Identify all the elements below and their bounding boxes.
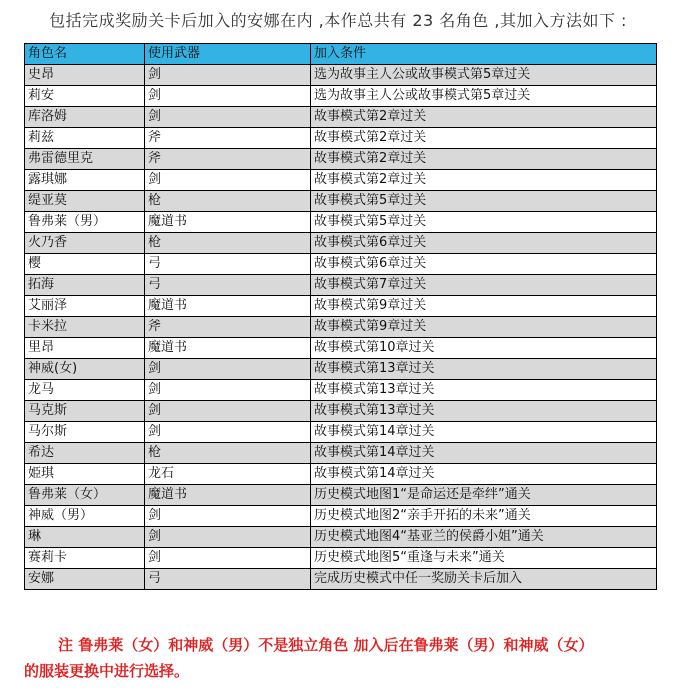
- cell-character-name: 艾丽泽: [25, 296, 145, 317]
- table-row: [25, 107, 657, 128]
- cell-character-name: 莉兹: [25, 128, 145, 149]
- cell-weapon: 剑: [145, 86, 311, 107]
- cell-join-condition: 故事模式第6章过关: [311, 233, 657, 254]
- cell-join-condition: 故事模式第2章过关: [311, 128, 657, 149]
- cell-join-condition: 历史模式地图4“基亚兰的侯爵小姐”通关: [311, 527, 657, 548]
- table-row: [25, 506, 657, 527]
- table-row: [25, 443, 657, 464]
- table-row: [25, 128, 657, 149]
- cell-character-name: 鲁弗莱（男）: [25, 212, 145, 233]
- cell-weapon: 剑: [145, 170, 311, 191]
- cell-character-name: 史昂: [25, 65, 145, 86]
- table-row: [25, 170, 657, 191]
- cell-join-condition: 历史模式地图2“亲手开拓的未来”通关: [311, 506, 657, 527]
- table-row: [25, 149, 657, 170]
- table-row: [25, 233, 657, 254]
- cell-character-name: 马克斯: [25, 401, 145, 422]
- cell-character-name: 樱: [25, 254, 145, 275]
- table-row: [25, 548, 657, 569]
- cell-weapon: 魔道书: [145, 212, 311, 233]
- cell-join-condition: 完成历史模式中任一奖励关卡后加入: [311, 569, 657, 590]
- header-weapon: 使用武器: [145, 44, 311, 65]
- footnote-line-1: 注 鲁弗莱（女）和神威（男）不是独立角色 加入后在鲁弗莱（男）和神威（女）: [58, 636, 594, 654]
- cell-weapon: 龙石: [145, 464, 311, 485]
- table-body: [25, 65, 657, 590]
- cell-weapon: 枪: [145, 233, 311, 254]
- cell-weapon: 枪: [145, 191, 311, 212]
- cell-weapon: 剑: [145, 401, 311, 422]
- cell-join-condition: 选为故事主人公或故事模式第5章过关: [311, 86, 657, 107]
- cell-weapon: 剑: [145, 359, 311, 380]
- cell-character-name: 弗雷德里克: [25, 149, 145, 170]
- cell-weapon: 剑: [145, 527, 311, 548]
- cell-character-name: 卡米拉: [25, 317, 145, 338]
- cell-weapon: 弓: [145, 254, 311, 275]
- cell-join-condition: 故事模式第9章过关: [311, 317, 657, 338]
- cell-join-condition: 故事模式第2章过关: [311, 170, 657, 191]
- cell-weapon: 弓: [145, 569, 311, 590]
- cell-character-name: 希达: [25, 443, 145, 464]
- header-row: [25, 44, 657, 65]
- cell-weapon: 魔道书: [145, 296, 311, 317]
- table-row: [25, 212, 657, 233]
- cell-join-condition: 故事模式第5章过关: [311, 191, 657, 212]
- cell-character-name: 马尔斯: [25, 422, 145, 443]
- table-row: [25, 422, 657, 443]
- table-row: [25, 359, 657, 380]
- table-row: [25, 485, 657, 506]
- cell-weapon: 魔道书: [145, 338, 311, 359]
- cell-join-condition: 故事模式第13章过关: [311, 401, 657, 422]
- character-table: [24, 43, 657, 590]
- cell-character-name: 神威(女): [25, 359, 145, 380]
- header-character-name: 角色名: [25, 44, 145, 65]
- cell-character-name: 安娜: [25, 569, 145, 590]
- cell-character-name: 神威（男）: [25, 506, 145, 527]
- cell-join-condition: 故事模式第14章过关: [311, 443, 657, 464]
- cell-weapon: 剑: [145, 107, 311, 128]
- cell-character-name: 里昂: [25, 338, 145, 359]
- table-row: [25, 317, 657, 338]
- cell-character-name: 赛莉卡: [25, 548, 145, 569]
- table-row: [25, 65, 657, 86]
- cell-weapon: 剑: [145, 65, 311, 86]
- cell-join-condition: 故事模式第7章过关: [311, 275, 657, 296]
- cell-weapon: 剑: [145, 422, 311, 443]
- cell-join-condition: 故事模式第5章过关: [311, 212, 657, 233]
- cell-join-condition: 故事模式第13章过关: [311, 380, 657, 401]
- cell-character-name: 龙马: [25, 380, 145, 401]
- cell-weapon: 斧: [145, 128, 311, 149]
- cell-weapon: 剑: [145, 380, 311, 401]
- table-row: [25, 569, 657, 590]
- header-join-condition: 加入条件: [311, 44, 657, 65]
- cell-join-condition: 选为故事主人公或故事模式第5章过关: [311, 65, 657, 86]
- table-header: [25, 44, 657, 65]
- footnote-line-2: 的服装更换中进行选择。: [24, 662, 190, 680]
- cell-character-name: 姫琪: [25, 464, 145, 485]
- cell-character-name: 露琪娜: [25, 170, 145, 191]
- table-row: [25, 464, 657, 485]
- intro-text: 包括完成奖励关卡后加入的安娜在内 ,本作总共有 23 名角色 ,其加入方法如下 :: [49, 11, 627, 30]
- cell-join-condition: 历史模式地图5“重逢与未来”通关: [311, 548, 657, 569]
- table-row: [25, 86, 657, 107]
- cell-weapon: 斧: [145, 317, 311, 338]
- cell-weapon: 剑: [145, 548, 311, 569]
- cell-weapon: 剑: [145, 506, 311, 527]
- cell-join-condition: 故事模式第10章过关: [311, 338, 657, 359]
- table-row: [25, 338, 657, 359]
- cell-weapon: 弓: [145, 275, 311, 296]
- table-row: [25, 296, 657, 317]
- table-row: [25, 401, 657, 422]
- cell-character-name: 库洛姆: [25, 107, 145, 128]
- cell-weapon: 斧: [145, 149, 311, 170]
- table-row: [25, 527, 657, 548]
- footnote: [24, 632, 664, 684]
- table-row: [25, 191, 657, 212]
- cell-character-name: 缇亚莫: [25, 191, 145, 212]
- table-row: [25, 275, 657, 296]
- cell-character-name: 火乃香: [25, 233, 145, 254]
- cell-character-name: 鲁弗莱（女）: [25, 485, 145, 506]
- cell-join-condition: 故事模式第13章过关: [311, 359, 657, 380]
- cell-weapon: 枪: [145, 443, 311, 464]
- cell-join-condition: 故事模式第2章过关: [311, 107, 657, 128]
- cell-join-condition: 故事模式第14章过关: [311, 464, 657, 485]
- table-row: [25, 254, 657, 275]
- cell-join-condition: 故事模式第9章过关: [311, 296, 657, 317]
- cell-join-condition: 故事模式第6章过关: [311, 254, 657, 275]
- cell-join-condition: 故事模式第14章过关: [311, 422, 657, 443]
- cell-character-name: 琳: [25, 527, 145, 548]
- cell-join-condition: 历史模式地图1“是命运还是牵绊”通关: [311, 485, 657, 506]
- cell-character-name: 莉安: [25, 86, 145, 107]
- cell-character-name: 拓海: [25, 275, 145, 296]
- cell-join-condition: 故事模式第2章过关: [311, 149, 657, 170]
- table-row: [25, 380, 657, 401]
- cell-weapon: 魔道书: [145, 485, 311, 506]
